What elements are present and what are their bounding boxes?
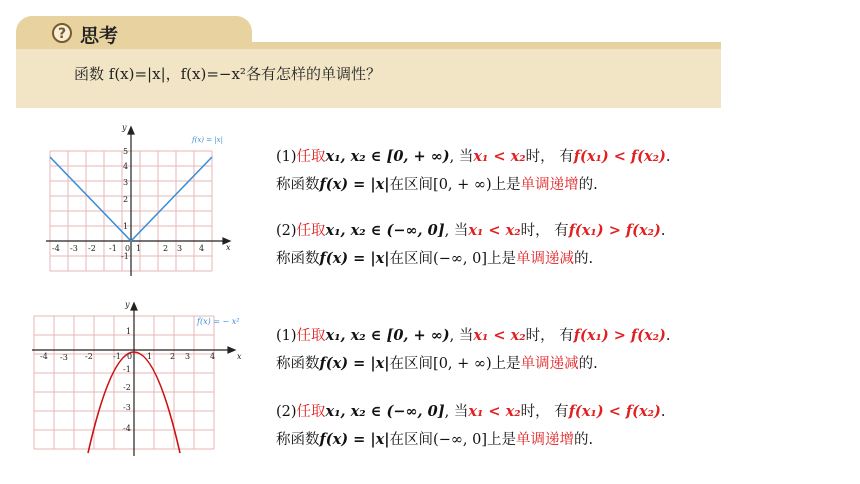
y-tick: 4 — [123, 162, 129, 171]
conclusion-line — [276, 350, 671, 378]
math-expr: x₁ < x₂ — [468, 222, 521, 239]
x-tick: -1 — [109, 244, 117, 253]
plain-text: 上是 — [487, 251, 517, 267]
x-tick: -4 — [52, 244, 60, 253]
monotonic-block-3 — [276, 322, 671, 378]
think-strip — [16, 42, 721, 49]
y-tick: -2 — [123, 383, 131, 392]
conclusion-line — [276, 245, 665, 273]
math-expr: x₁, x₂ ∈ [0, + ∞) — [325, 148, 450, 165]
plain-text: 称函数 — [276, 356, 320, 372]
math-expr: x₁ < x₂ — [468, 403, 521, 420]
plain-text: 在区间 — [389, 432, 434, 448]
item-number: (2) — [276, 223, 297, 239]
plain-text: . — [660, 404, 666, 420]
conclusion-line — [276, 426, 665, 454]
math-expr: f(x) = |x| — [319, 355, 390, 372]
statement-line — [276, 217, 665, 245]
x-tick: -3 — [60, 353, 68, 362]
plain-text: 时， 有 — [525, 149, 574, 165]
plain-text: 称函数 — [276, 432, 320, 448]
plain-text: 称函数 — [276, 177, 320, 193]
x-tick: -1 — [113, 352, 121, 361]
interval: [0, + ∞) — [433, 356, 492, 372]
plain-text: , 当 — [449, 328, 474, 344]
x-tick: 0 — [125, 244, 131, 253]
plain-text: , 当 — [444, 223, 469, 239]
plain-text: , 当 — [444, 404, 469, 420]
statement-line — [276, 143, 671, 171]
x-axis-label: x — [237, 352, 242, 361]
x-tick: 1 — [136, 244, 142, 253]
red-text: 单调递增 — [520, 177, 579, 193]
monotonic-block-4 — [276, 398, 665, 454]
y-tick: 2 — [123, 195, 129, 204]
plain-text: 在区间 — [389, 177, 434, 193]
y-axis-label: y — [122, 123, 127, 132]
plain-text: 的. — [574, 251, 594, 267]
math-expr: f(x₁) < f(x₂) — [573, 148, 666, 165]
math-expr: f(x₁) > f(x₂) — [573, 327, 666, 344]
y-tick: 3 — [123, 178, 129, 187]
math-expr: x₁ < x₂ — [473, 327, 526, 344]
interval: (−∞, 0] — [433, 251, 488, 267]
graph-neg-square — [30, 298, 255, 468]
y-tick: 1 — [123, 222, 129, 231]
plain-text: 上是 — [487, 432, 517, 448]
plain-text: 时， 有 — [520, 223, 569, 239]
x-tick: -4 — [40, 352, 48, 361]
red-text: 单调递减 — [520, 356, 579, 372]
item-number: (1) — [276, 149, 297, 165]
item-number: (2) — [276, 404, 297, 420]
math-expr: f(x₁) > f(x₂) — [568, 222, 661, 239]
monotonic-block-1 — [276, 143, 671, 199]
think-box — [16, 16, 721, 108]
plain-text: 上是 — [491, 356, 521, 372]
y-axis-label: y — [125, 300, 130, 309]
conclusion-line — [276, 171, 671, 199]
math-expr: x₁, x₂ ∈ (−∞, 0] — [325, 222, 445, 239]
statement-line — [276, 322, 671, 350]
red-text: 任取 — [296, 223, 326, 239]
math-expr: f(x₁) < f(x₂) — [568, 403, 661, 420]
math-expr: x₁ < x₂ — [473, 148, 526, 165]
y-tick: 1 — [126, 327, 132, 336]
red-text: 任取 — [296, 404, 326, 420]
plain-text: 时， 有 — [525, 328, 574, 344]
statement-line — [276, 398, 665, 426]
function-label: f(x) = |x| — [192, 136, 223, 144]
math-expr: f(x) = |x| — [319, 431, 390, 448]
x-tick: 3 — [185, 352, 191, 361]
monotonic-block-2 — [276, 217, 665, 273]
plain-text: 在区间 — [389, 251, 434, 267]
x-tick: -2 — [85, 352, 93, 361]
x-tick: 2 — [163, 244, 169, 253]
y-tick: -1 — [123, 365, 131, 374]
interval: [0, + ∞) — [433, 177, 492, 193]
question-text: 函数 f(x)=|x|，f(x)=−x²各有怎样的单调性？ — [74, 65, 381, 83]
plain-text: . — [660, 223, 666, 239]
x-axis-label: x — [226, 243, 231, 252]
plain-text: 上是 — [491, 177, 521, 193]
red-text: 任取 — [296, 328, 326, 344]
interval: (−∞, 0] — [433, 432, 488, 448]
plain-text: . — [665, 328, 671, 344]
y-tick: -4 — [123, 424, 131, 433]
graph-abs — [40, 118, 240, 278]
y-tick: 5 — [123, 147, 129, 156]
math-expr: x₁, x₂ ∈ [0, + ∞) — [325, 327, 450, 344]
y-tick: -1 — [121, 252, 129, 261]
red-text: 单调递增 — [516, 432, 575, 448]
math-expr: f(x) = |x| — [319, 176, 390, 193]
plain-text: 的. — [578, 177, 598, 193]
axes — [46, 127, 230, 276]
plain-text: 的. — [574, 432, 594, 448]
think-title: 思考 — [80, 25, 119, 47]
x-tick: 4 — [199, 244, 205, 253]
plain-text: 在区间 — [389, 356, 434, 372]
y-tick: -3 — [123, 403, 131, 412]
x-tick: 2 — [170, 352, 176, 361]
plain-text: 称函数 — [276, 251, 320, 267]
red-text: 任取 — [296, 149, 326, 165]
red-text: 单调递减 — [516, 251, 575, 267]
x-tick: -3 — [70, 244, 78, 253]
function-label: f(x) = − x² — [197, 317, 240, 326]
x-tick: -2 — [88, 244, 96, 253]
plain-text: . — [665, 149, 671, 165]
plain-text: , 当 — [449, 149, 474, 165]
math-expr: x₁, x₂ ∈ (−∞, 0] — [325, 403, 445, 420]
plain-text: 时， 有 — [520, 404, 569, 420]
x-tick: 1 — [147, 352, 153, 361]
x-tick: 0 — [127, 352, 133, 361]
x-tick: 4 — [210, 352, 216, 361]
question-circle-icon: ? — [52, 23, 72, 43]
x-tick: 3 — [177, 244, 183, 253]
math-expr: f(x) = |x| — [319, 250, 390, 267]
plain-text: 的. — [578, 356, 598, 372]
item-number: (1) — [276, 328, 297, 344]
